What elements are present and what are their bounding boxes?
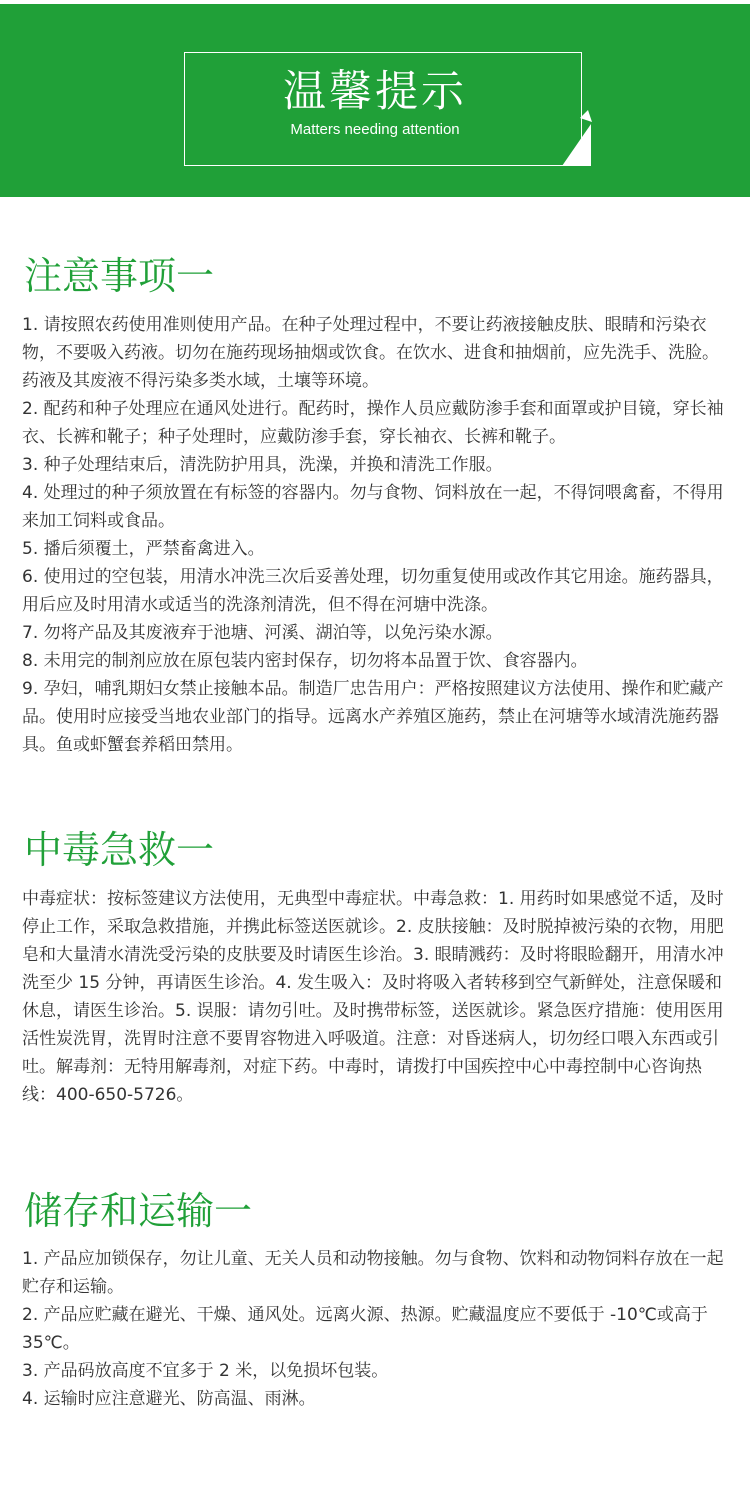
section-body-precautions — [22, 311, 728, 759]
paragraph: 1. 产品应加锁保存，勿让儿童、无关人员和动物接触。勿与食物、饮料和动物饲料存放在一起贮存和运输。 — [22, 1249, 724, 1297]
banner-top-line — [0, 0, 750, 4]
banner-title: 温馨提示 — [283, 67, 467, 117]
paragraph: 5. 播后须覆土，严禁畜禽进入。 — [22, 539, 265, 559]
paragraph: 3. 产品码放高度不宜多于 2 米，以免损坏包装。 — [22, 1361, 389, 1381]
paragraph: 2. 产品应贮藏在避光、干燥、通风处。远离火源、热源。贮藏温度应不要低于 -10℃或高于 35℃。 — [22, 1305, 708, 1353]
paragraph: 4. 运输时应注意避光、防高温、雨淋。 — [22, 1389, 316, 1409]
paragraph: 4. 处理过的种子须放置在有标签的容器内。勿与食物、饲料放在一起，不得饲喂禽畜，不得用来加工饲料或食品。 — [22, 483, 724, 531]
banner-subtitle: Matters needing attention — [290, 121, 460, 138]
paragraph: 3. 种子处理结束后，清洗防护用具，洗澡，并换和清洗工作服。 — [22, 455, 503, 475]
section-body-storage — [22, 1245, 728, 1413]
corner-triangle-icon — [558, 108, 598, 168]
section-heading-storage: 储存和运输一 — [24, 1189, 253, 1233]
paragraph: 7. 勿将产品及其废液弃于池塘、河溪、湖泊等，以免污染水源。 — [22, 623, 503, 643]
paragraph: 9. 孕妇，哺乳期妇女禁止接触本品。制造厂忠告用户：严格按照建议方法使用、操作和贮藏产品。使用时应接受当地农业部门的指导。远离水产养殖区施药，禁止在河塘等水域清洗施药器具。鱼或虾蟹套养稻田禁用。 — [22, 679, 724, 755]
section-body-first-aid — [22, 885, 728, 1109]
section-heading-first-aid: 中毒急救一 — [24, 828, 215, 872]
paragraph: 2. 配药和种子处理应在通风处进行。配药时，操作人员应戴防渗手套和面罩或护目镜，穿长袖衣、长裤和靴子；种子处理时，应戴防渗手套，穿长袖衣、长裤和靴子。 — [22, 399, 724, 447]
paragraph: 中毒症状：按标签建议方法使用，无典型中毒症状。中毒急救：1. 用药时如果感觉不适，及时停止工作，采取急救措施，并携此标签送医就诊。2. 皮肤接触：及时脱掉被污染的衣物，用肥皂和大量清水清洗受污染的皮肤要及时请医生诊治。3. 眼睛溅药：及时将眼睑翻开，用清水冲洗至少 15 分钟，再请医生诊治。4. 发生吸入：及时将吸入者转移到空气新鲜处，注意保暖和休息，请医生诊治。5. 误服：请勿引吐。及时携带标签，送医就诊。紧急医疗措施：使用医用活性炭洗胃，洗胃时注意不要胃容物进入呼吸道。注意：对昏迷病人，切勿经口喂入东西或引吐。解毒剂：无特用解毒剂，对症下药。中毒时，请拨打中国疾控中心中毒控制中心咨询热线：400-650-5726。 — [22, 889, 724, 1105]
header-banner — [0, 0, 750, 197]
paragraph: 8. 未用完的制剂应放在原包装内密封保存，切勿将本品置于饮、食容器内。 — [22, 651, 588, 671]
section-heading-precautions: 注意事项一 — [24, 254, 215, 298]
paragraph: 1. 请按照农药使用准则使用产品。在种子处理过程中，不要让药液接触皮肤、眼睛和污染衣物，不要吸入药液。切勿在施药现场抽烟或饮食。在饮水、进食和抽烟前，应先洗手、洗脸。药液及其废液不得污染多类水域，土壤等环境。 — [22, 315, 719, 391]
paragraph: 6. 使用过的空包装，用清水冲洗三次后妥善处理，切勿重复使用或改作其它用途。施药器具，用后应及时用清水或适当的洗涤剂清洗，但不得在河塘中洗涤。 — [22, 567, 724, 615]
